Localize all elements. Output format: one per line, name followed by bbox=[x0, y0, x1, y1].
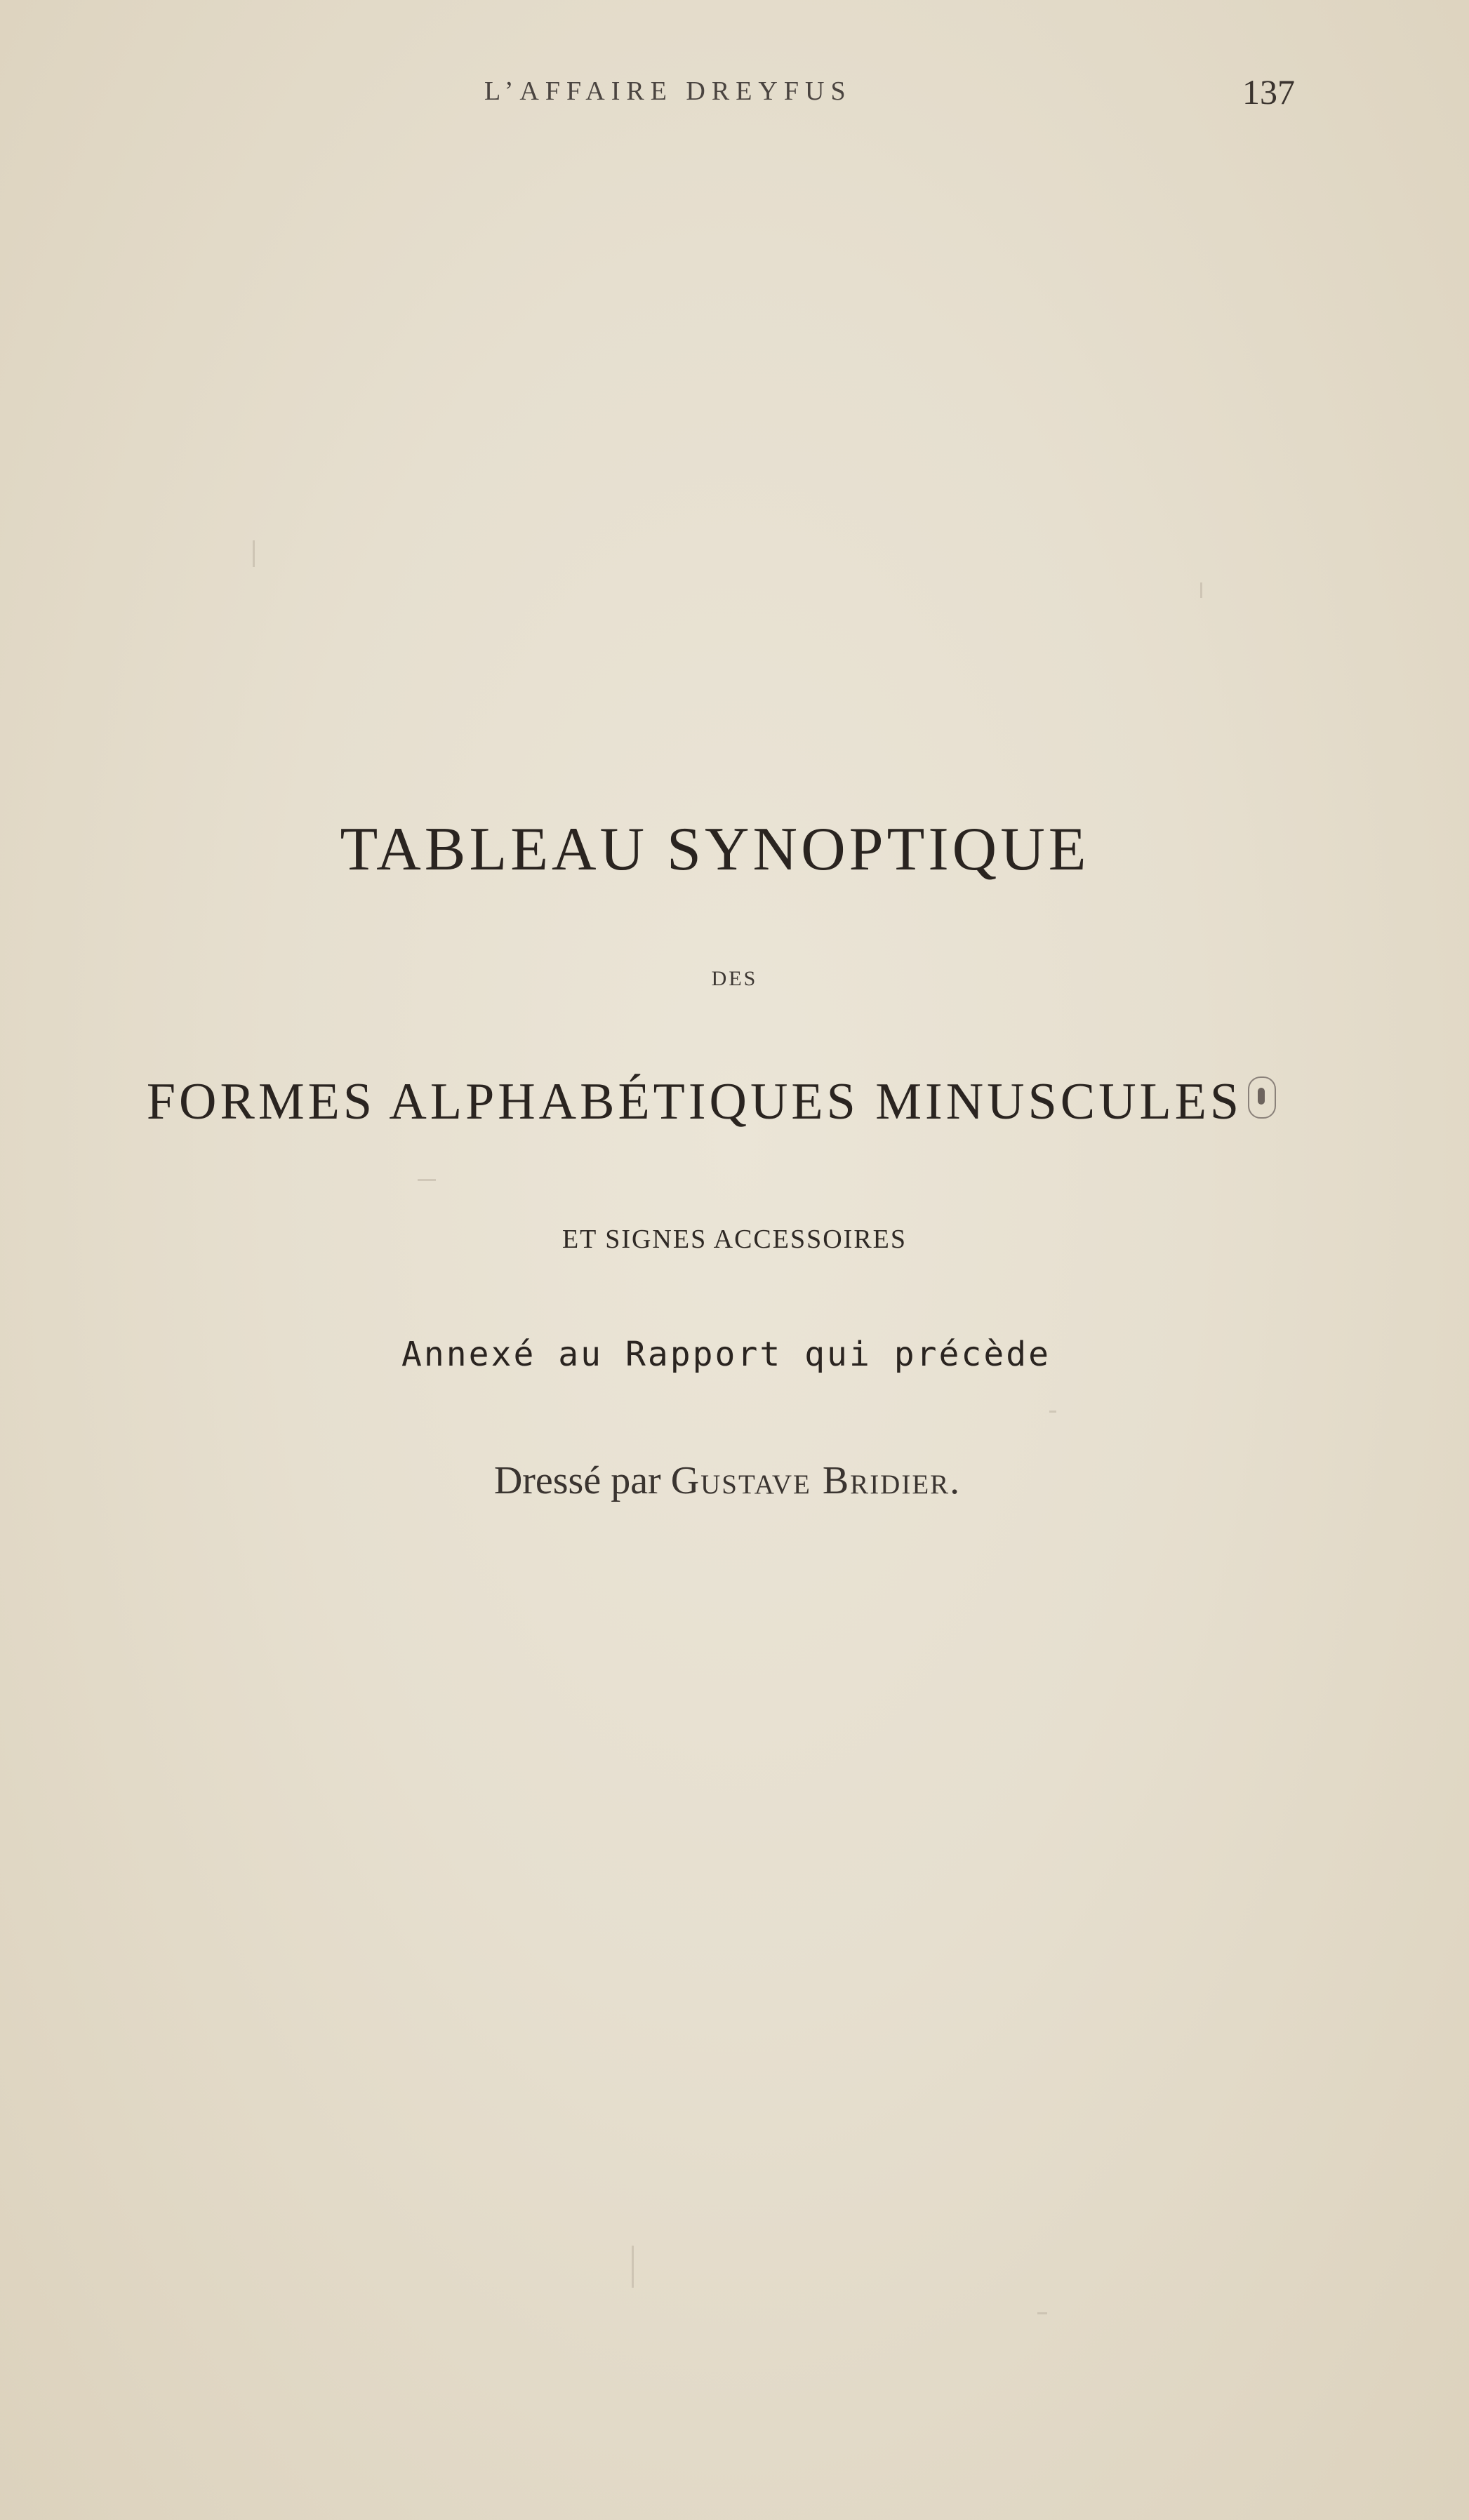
page-number: 137 bbox=[1242, 72, 1295, 112]
title-connector: DES bbox=[711, 967, 758, 990]
main-title: TABLEAU SYNOPTIQUE bbox=[340, 815, 1090, 884]
author-name: Gustave Bridier. bbox=[670, 1459, 962, 1502]
paper-speck bbox=[418, 1179, 436, 1181]
subtitle bbox=[0, 1072, 1446, 1132]
paper-speck bbox=[632, 2246, 634, 2288]
running-title: L’AFFAIRE DREYFUS bbox=[484, 76, 852, 106]
secondary-title: ET SIGNES ACCESSOIRES bbox=[561, 1225, 908, 1254]
annex-line: Annexé au Rapport qui précède bbox=[401, 1335, 1051, 1374]
paper-speck bbox=[1049, 1411, 1056, 1413]
author-line bbox=[0, 1458, 1462, 1503]
running-header bbox=[0, 72, 1469, 118]
paper-speck bbox=[1037, 2312, 1047, 2314]
author-prefix: Dressé par bbox=[493, 1459, 661, 1502]
paper-speck bbox=[253, 540, 255, 567]
footnote-marker bbox=[1248, 1076, 1276, 1119]
paper-speck bbox=[1200, 582, 1202, 598]
subtitle-text: FORMES ALPHABÉTIQUES MINUSCULES bbox=[146, 1073, 1243, 1131]
footnote-marker-text bbox=[1262, 1078, 1263, 1079]
